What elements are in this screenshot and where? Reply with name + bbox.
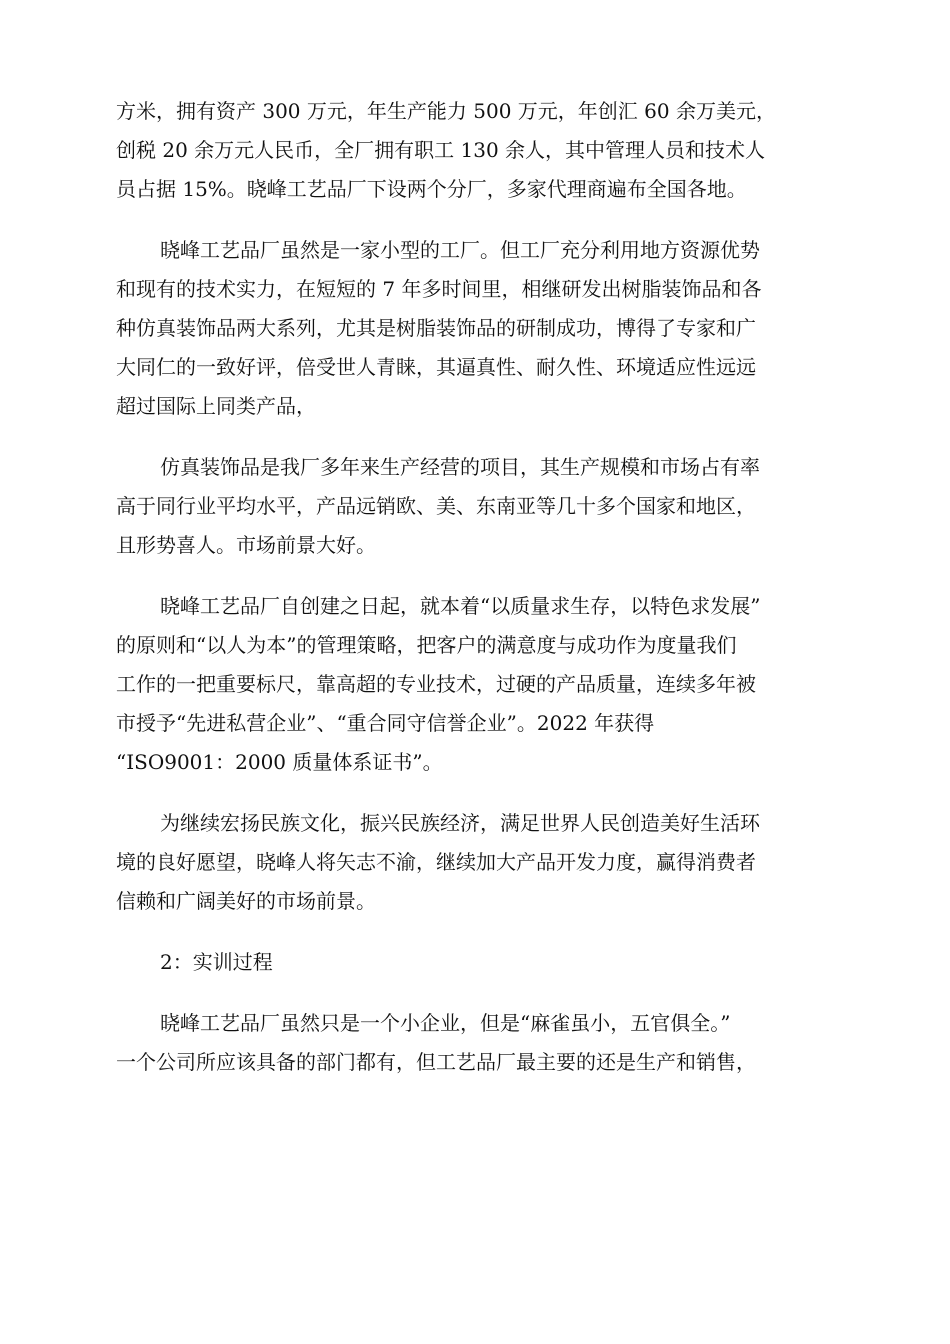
- text-line: 工作的一把重要标尺，靠高超的专业技术，过硬的产品质量，连续多年被: [116, 672, 756, 696]
- text-line: 一个公司所应该具备的部门都有，但工艺品厂最主要的还是生产和销售，: [116, 1050, 756, 1074]
- text-line: 境的良好愿望，晓峰人将矢志不渝，继续加大产品开发力度，赢得消费者: [116, 850, 756, 874]
- text-line: 晓峰工艺品厂虽然是一家小型的工厂。但工厂充分利用地方资源优势: [160, 238, 760, 262]
- paragraph-2: [116, 231, 836, 426]
- text-line: 晓峰工艺品厂虽然只是一个小企业，但是“麻雀虽小，五官俱全。”: [160, 1011, 731, 1035]
- document-page: [116, 92, 836, 1082]
- paragraph-5: [116, 804, 836, 921]
- text-line: 创税 20 余万元人民币，全厂拥有职工 130 余人，其中管理人员和技术人: [116, 138, 766, 162]
- text-line: 市授予“先进私营企业”、“重合同守信誉企业”。2022 年获得: [116, 711, 655, 735]
- text-line: 高于同行业平均水平，产品远销欧、美、东南亚等几十多个国家和地区，: [116, 494, 756, 518]
- paragraph-gap: [116, 209, 836, 231]
- paragraph-gap: [116, 565, 836, 587]
- text-line: 和现有的技术实力，在短短的 7 年多时间里，相继研发出树脂装饰品和各: [116, 277, 762, 301]
- paragraph-3: [116, 448, 836, 565]
- paragraph-6: [116, 1004, 836, 1082]
- paragraph-gap: [116, 426, 836, 448]
- text-line: 晓峰工艺品厂自创建之日起，就本着“以质量求生存，以特色求发展”: [160, 594, 761, 618]
- text-line: 信赖和广阔美好的市场前景。: [116, 889, 376, 913]
- text-line: 为继续宏扬民族文化，振兴民族经济，满足世界人民创造美好生活环: [160, 811, 760, 835]
- text-line: 种仿真装饰品两大系列，尤其是树脂装饰品的研制成功，博得了专家和广: [116, 316, 756, 340]
- text-line: 员占据 15%。晓峰工艺品厂下设两个分厂，多家代理商遍布全国各地。: [116, 177, 747, 201]
- section-heading: [116, 943, 836, 982]
- text-line: 且形势喜人。市场前景大好。: [116, 533, 376, 557]
- paragraph-4: [116, 587, 836, 782]
- paragraph-gap: [116, 782, 836, 804]
- text-line: 的原则和“以人为本”的管理策略，把客户的满意度与成功作为度量我们: [116, 633, 737, 657]
- paragraph-gap: [116, 921, 836, 943]
- text-line: 方米，拥有资产 300 万元，年生产能力 500 万元，年创汇 60 余万美元，: [116, 99, 776, 123]
- text-line: “ISO9001：2000 质量体系证书”。: [116, 750, 443, 774]
- paragraph-gap: [116, 982, 836, 1004]
- section-heading-text: 2：实训过程: [160, 950, 273, 974]
- text-line: 大同仁的一致好评，倍受世人青睐，其逼真性、耐久性、环境适应性远远: [116, 355, 756, 379]
- text-line: 超过国际上同类产品，: [116, 394, 316, 418]
- paragraph-1: [116, 92, 836, 209]
- text-line: 仿真装饰品是我厂多年来生产经营的项目，其生产规模和市场占有率: [160, 455, 760, 479]
